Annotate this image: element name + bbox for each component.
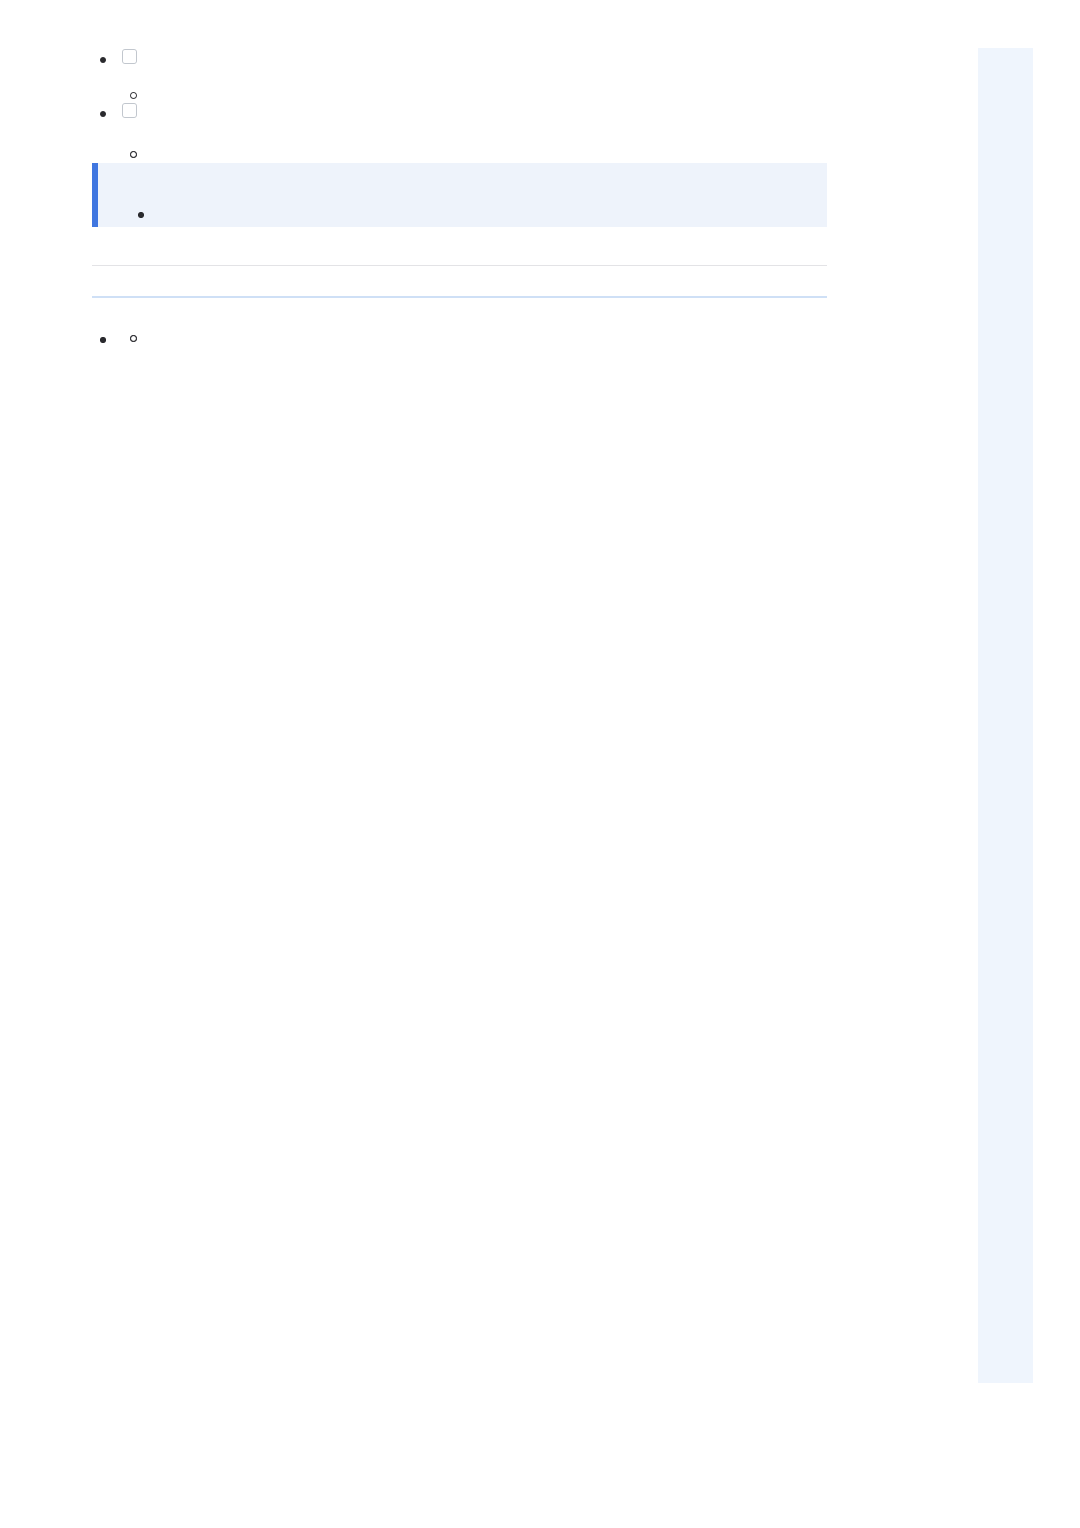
- document-content: [92, 44, 832, 324]
- exam-points-callout: [92, 163, 827, 227]
- page-right-gutter: [978, 48, 1033, 1383]
- checkbox-icon[interactable]: [122, 103, 137, 118]
- checklist: [92, 44, 832, 129]
- section-divider: [92, 265, 827, 266]
- heading-underline: [92, 296, 827, 298]
- checkbox-icon[interactable]: [122, 49, 137, 64]
- list-item: [92, 44, 832, 76]
- list-item: [92, 98, 832, 130]
